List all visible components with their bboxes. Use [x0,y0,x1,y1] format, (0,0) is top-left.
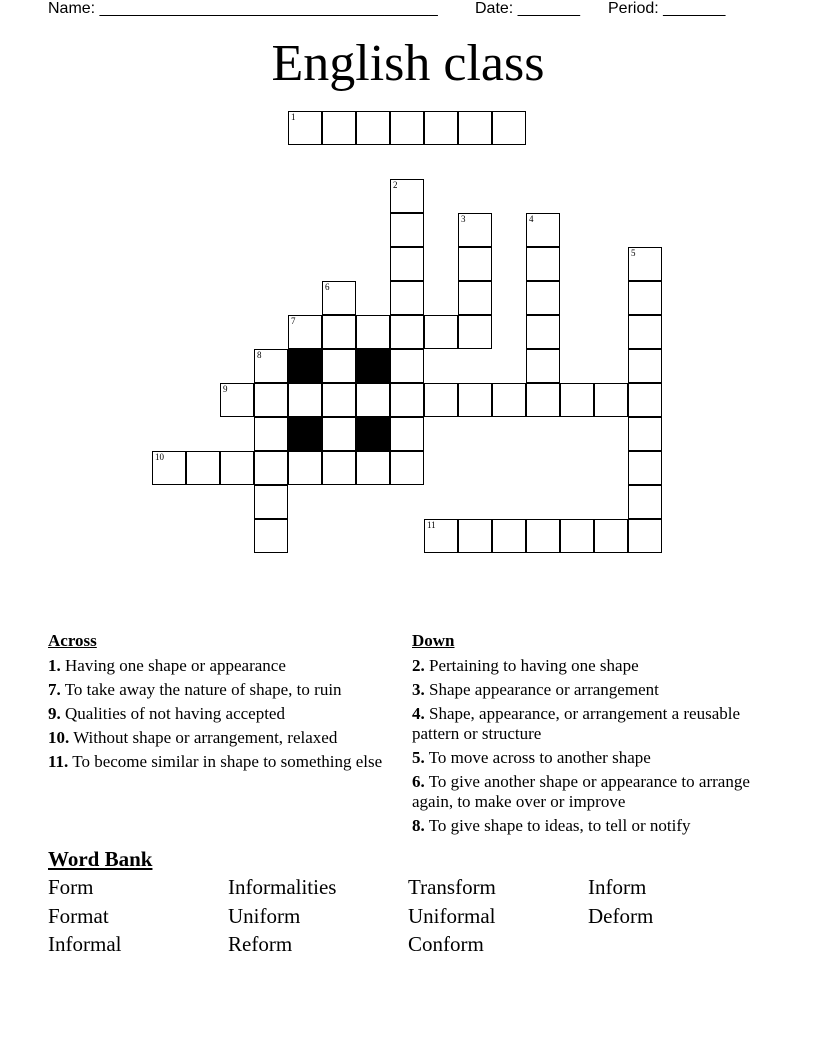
grid-cell[interactable] [560,519,594,553]
clue [48,728,398,748]
across-heading: Across [48,631,97,650]
word-bank-word: Deform [588,904,654,928]
grid-cell[interactable] [628,281,662,315]
grid-cell[interactable] [424,383,458,417]
clue-text: Without shape or arrangement, relaxed [69,728,338,747]
word-bank-word: Informalities [228,875,337,899]
grid-cell[interactable] [526,519,560,553]
across-clues [48,630,398,772]
blocked-cell [356,417,390,451]
clue [48,752,398,772]
clue-number: 5. [412,748,425,767]
cell-number: 7 [291,316,296,326]
clue-number: 10. [48,728,70,747]
grid-cell[interactable] [356,383,390,417]
grid-cell[interactable] [254,519,288,553]
period-field[interactable]: Period: _______ [608,0,726,17]
across-clue-list [48,656,398,772]
grid-cell[interactable] [526,383,560,417]
grid-cell[interactable] [288,451,322,485]
grid-cell[interactable] [390,383,424,417]
grid-cell[interactable] [492,111,526,145]
grid-cell[interactable] [628,417,662,451]
grid-cell[interactable] [628,349,662,383]
name-field[interactable]: Name: ______________________________________ [48,0,438,17]
grid-cell[interactable] [458,247,492,281]
grid-cell[interactable] [492,383,526,417]
grid-cell[interactable] [594,519,628,553]
word-bank-word: Reform [228,932,293,956]
grid-cell[interactable] [288,315,322,349]
word-bank-word: Uniform [228,904,301,928]
grid-cell[interactable] [220,383,254,417]
clue-number: 6. [412,772,425,791]
word-bank-word: Inform [588,875,647,899]
grid-cell[interactable] [628,383,662,417]
clue-number: 11. [48,752,69,771]
grid-cell[interactable] [322,315,356,349]
clue-text: To take away the nature of shape, to ruin [60,680,342,699]
clue-text: Shape appearance or arrangement [424,680,659,699]
grid-cell[interactable] [186,451,220,485]
clue [48,680,398,700]
grid-cell[interactable] [424,315,458,349]
clue-text: Pertaining to having one shape [424,656,639,675]
grid-cell[interactable] [390,247,424,281]
word-bank-word: Transform [408,875,496,899]
clue-number: 8. [412,816,425,835]
grid-cell[interactable] [458,111,492,145]
grid-cell[interactable] [526,315,560,349]
grid-cell[interactable] [254,485,288,519]
grid-cell[interactable] [322,451,356,485]
grid-cell[interactable] [254,451,288,485]
cell-number: 3 [461,214,466,224]
cell-number: 6 [325,282,330,292]
grid-cell[interactable] [390,281,424,315]
grid-cell[interactable] [526,247,560,281]
grid-cell[interactable] [492,519,526,553]
grid-cell[interactable] [390,451,424,485]
clue-text: To give another shape or appearance to arrange again, to make over or improve [412,772,750,811]
down-heading: Down [412,631,455,650]
down-clues [412,630,757,836]
grid-cell[interactable] [458,315,492,349]
cell-number: 11 [427,520,436,530]
grid-cell[interactable] [322,383,356,417]
clue [412,772,757,812]
date-field[interactable]: Date: _______ [475,0,580,17]
grid-cell[interactable] [628,451,662,485]
grid-cell[interactable] [390,349,424,383]
grid-cell[interactable] [288,383,322,417]
grid-cell[interactable] [628,485,662,519]
clue-text: Shape, appearance, or arrangement a reusable pattern or structure [412,704,741,743]
page-title: English class [271,35,545,92]
word-bank-word: Uniformal [408,904,496,928]
grid-cell[interactable] [458,383,492,417]
grid-cell[interactable] [322,349,356,383]
grid-cell[interactable] [356,315,390,349]
clue-number: 3. [412,680,425,699]
grid-cell[interactable] [458,213,492,247]
clue-text: Having one shape or appearance [60,656,286,675]
grid-cell[interactable] [390,213,424,247]
grid-cell[interactable] [526,349,560,383]
blocked-cell [288,417,322,451]
grid-cell[interactable] [424,519,458,553]
grid-cell[interactable] [322,281,356,315]
grid-cell[interactable] [152,451,186,485]
clue-text: To give shape to ideas, to tell or notify [424,816,691,835]
grid-cell[interactable] [628,247,662,281]
clue [412,748,757,768]
cell-number: 10 [155,452,164,462]
grid-cell[interactable] [322,111,356,145]
grid-cell[interactable] [560,383,594,417]
down-clue-list [412,656,757,836]
cell-number: 2 [393,180,398,190]
grid-cell[interactable] [390,315,424,349]
cell-number: 8 [257,350,262,360]
grid-cell[interactable] [390,179,424,213]
cell-number: 5 [631,248,636,258]
clue-number: 1. [48,656,61,675]
word-bank-word: Informal [48,932,122,956]
blocked-cell [356,349,390,383]
word-bank-word: Conform [408,932,484,956]
clue-text: To become similar in shape to something else [68,752,383,771]
grid-cell[interactable] [390,111,424,145]
grid-cell[interactable] [526,213,560,247]
clue [48,656,398,676]
clue [412,656,757,676]
grid-cell[interactable] [254,417,288,451]
clue [412,816,757,836]
clue-number: 7. [48,680,61,699]
clue [412,704,757,744]
grid-cell[interactable] [458,281,492,315]
clue-number: 4. [412,704,425,723]
cell-number: 1 [291,112,296,122]
grid-cell[interactable] [288,111,322,145]
clue-number: 2. [412,656,425,675]
grid-cell[interactable] [458,519,492,553]
clue-text: Qualities of not having accepted [60,704,285,723]
grid-cell[interactable] [594,383,628,417]
word-bank-heading: Word Bank [48,847,153,871]
grid-cell[interactable] [254,349,288,383]
grid-cell[interactable] [390,417,424,451]
grid-cell[interactable] [220,451,254,485]
cell-number: 4 [529,214,534,224]
word-bank-word: Format [48,904,109,928]
grid-cell[interactable] [424,111,458,145]
grid-cell[interactable] [254,383,288,417]
grid-cell[interactable] [322,417,356,451]
blocked-cell [288,349,322,383]
clue-text: To move across to another shape [424,748,651,767]
grid-cell[interactable] [356,451,390,485]
clue-number: 9. [48,704,61,723]
word-bank-word: Form [48,875,94,899]
clue [412,680,757,700]
grid-cell[interactable] [526,281,560,315]
cell-number: 9 [223,384,228,394]
clue [48,704,398,724]
grid-cell[interactable] [356,111,390,145]
grid-cell[interactable] [628,519,662,553]
grid-cell[interactable] [628,315,662,349]
